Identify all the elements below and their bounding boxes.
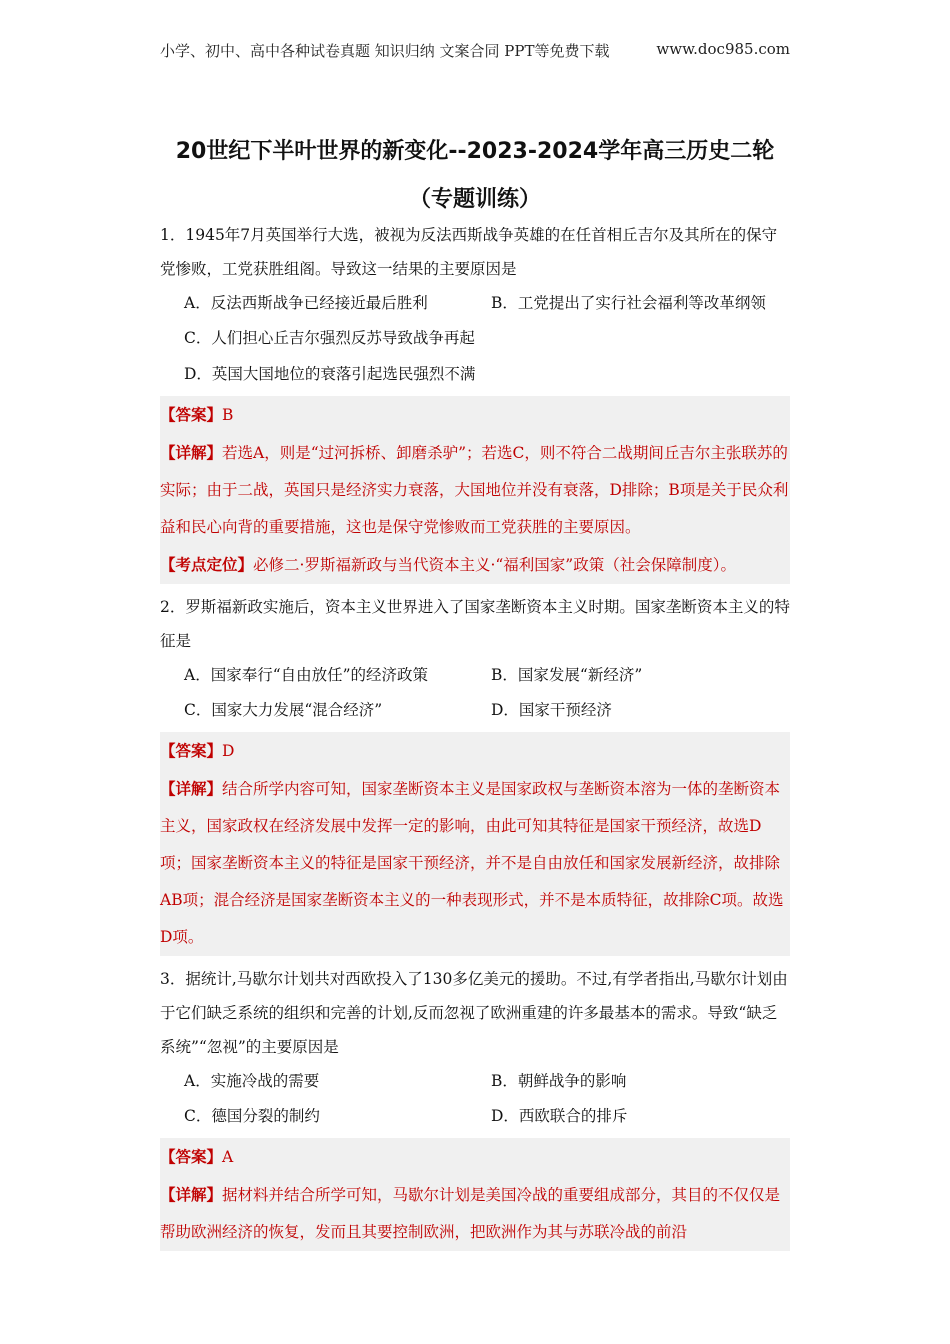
detail-label: 【详解】 <box>160 779 223 798</box>
detail-text: 据材料并结合所学可知，马歇尔计划是美国冷战的重要组成部分，其目的不仅仅是帮助欧洲经济的恢复，发而且其要控制欧洲，把欧洲作为其与苏联冷战的前沿 <box>160 1186 781 1241</box>
question-list <box>160 218 790 1257</box>
detail-text: 若选A，则是“过河拆桥、卸磨杀驴”；若选C，则不符合二战期间丘吉尔主张联苏的实际；由于二战，英国只是经济实力衰落，大国地位并没有衰落，D排除；B项是关于民众利益和民心向背的重要措施，这也是保守党惨败而工党获胜的主要原因。 <box>160 444 789 536</box>
header-website: www.doc985.com <box>656 40 790 58</box>
answer-value: D <box>222 742 235 760</box>
question-block <box>160 218 790 584</box>
answer-value: A <box>222 1148 234 1166</box>
header-slogan: 小学、初中、高中各种试卷真题 知识归纳 文案合同 PPT等免费下载 <box>160 42 610 60</box>
option-a: A．实施冷战的需要 <box>184 1072 320 1090</box>
page-title-line-2: （专题训练） <box>408 187 541 212</box>
page-header <box>160 40 790 61</box>
option-c: C．德国分裂的制约 <box>184 1107 320 1125</box>
option-d: D．英国大国地位的衰落引起选民强烈不满 <box>184 365 476 383</box>
point-label: 【考点定位】 <box>160 555 254 574</box>
point-text: 必修二·罗斯福新政与当代资本主义·“福利国家”政策（社会保障制度）。 <box>253 556 736 574</box>
detail-label: 【详解】 <box>160 1185 223 1204</box>
question-options <box>160 658 790 728</box>
option-b: B．工党提出了实行社会福利等改革纲领 <box>491 294 766 312</box>
option-c: C．人们担心丘吉尔强烈反苏导致战争再起 <box>184 329 475 347</box>
question-options <box>160 1064 790 1134</box>
page-title-line-1: 20世纪下半叶世界的新变化--2023-2024学年高三历史二轮 <box>175 139 775 164</box>
detail-text: 结合所学内容可知，国家垄断资本主义是国家政权与垄断资本溶为一体的垄断资本主义，国家政权在经济发展中发挥一定的影响，由此可知其特征是国家干预经济，故选D项；国家垄断资本主义的特征是国家干预经济，并不是自由放任和国家发展新经济，故排除AB项；混合经济是国家垄断资本主义的一种表现形式，并不是本质特征，故排除C项。故选D项。 <box>160 780 784 946</box>
answer-block <box>160 732 790 956</box>
option-d: D．西欧联合的排斥 <box>491 1107 628 1125</box>
question-block <box>160 962 790 1251</box>
option-a: A．反法西斯战争已经接近最后胜利 <box>184 294 428 312</box>
question-block <box>160 590 790 956</box>
answer-block <box>160 1138 790 1251</box>
option-b: B．朝鲜战争的影响 <box>491 1072 627 1090</box>
question-stem: 1．1945年7月英国举行大选，被视为反法西斯战争英雄的在任首相丘吉尔及其所在的保守党惨败，工党获胜组阁。导致这一结果的主要原因是 <box>160 226 778 278</box>
answer-label: 【答案】 <box>160 741 223 760</box>
question-stem: 3．据统计,马歇尔计划共对西欧投入了130多亿美元的援助。不过,有学者指出,马歇尔计划由于它们缺乏系统的组织和完善的计划,反而忽视了欧洲重建的许多最基本的需求。导致“缺乏系统”“忽视”的主要原因是 <box>160 970 788 1056</box>
option-a: A．国家奉行“自由放任”的经济政策 <box>184 666 429 684</box>
answer-value: B <box>222 406 234 424</box>
option-d: D．国家干预经济 <box>491 701 612 719</box>
option-b: B．国家发展“新经济” <box>491 666 643 684</box>
detail-label: 【详解】 <box>160 443 223 462</box>
answer-label: 【答案】 <box>160 1147 223 1166</box>
question-stem: 2．罗斯福新政实施后，资本主义世界进入了国家垄断资本主义时期。国家垄断资本主义的特征是 <box>160 598 790 650</box>
answer-label: 【答案】 <box>160 405 223 424</box>
answer-block <box>160 396 790 584</box>
question-options <box>160 286 790 356</box>
option-c: C．国家大力发展“混合经济” <box>184 701 383 719</box>
